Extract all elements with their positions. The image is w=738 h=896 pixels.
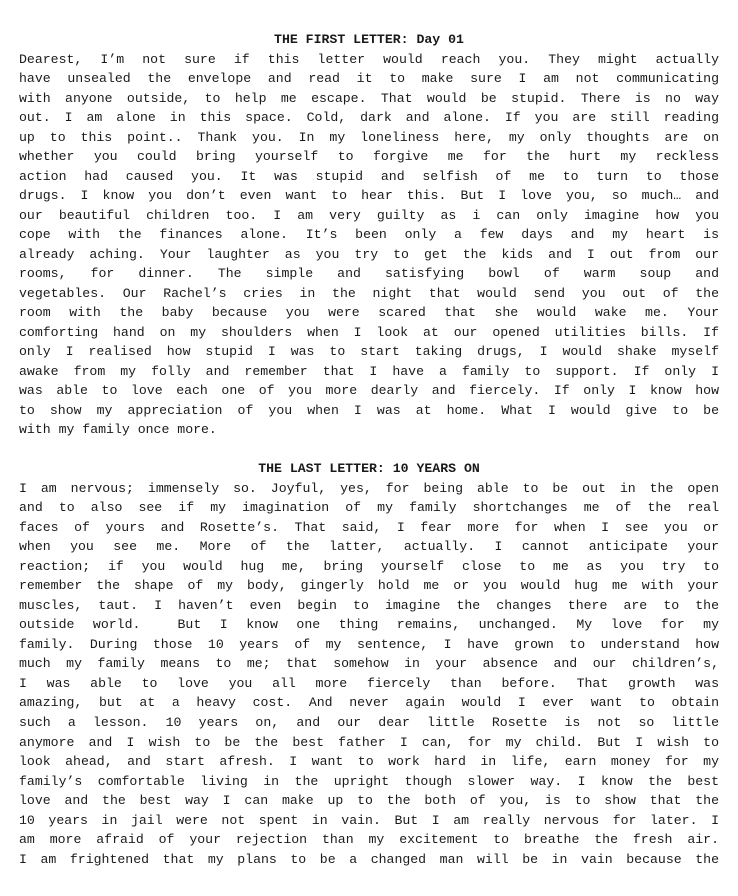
text-line: I was able to love you all more fiercely than before. That growth was xyxy=(19,675,719,691)
text-line: whether you could bring yourself to forgive me for the hurt my reckless xyxy=(19,149,719,165)
last-letter-title: THE LAST LETTER: 10 YEARS ON xyxy=(258,461,480,477)
text-line: out. I am alone in this space. Cold, dark and alone. If you are still reading xyxy=(19,110,719,126)
text-line: 10 years in jail were not spent in vain. But I am really nervous for later. I xyxy=(19,812,719,828)
text-line: was able to love each one of you more dearly and fiercely. If only I know how xyxy=(19,383,719,399)
text-line: faces of yours and Rosette’s. That said, I fear more for when I see you or xyxy=(19,519,719,535)
text-line: cope with the finances alone. It’s been only a few days and my heart is xyxy=(19,227,719,243)
first-letter-body xyxy=(19,50,719,440)
text-line: comforting hand on my shoulders when I look at our opened utilities bills. If xyxy=(19,324,719,340)
text-line: love and the best way I can make up to the both of you, is to show that the xyxy=(19,793,719,809)
first-letter-title: THE FIRST LETTER: Day 01 xyxy=(274,32,464,47)
text-line: remember the shape of my body, gingerly hold me or you would hug me with your xyxy=(19,578,719,594)
last-letter-body xyxy=(19,479,719,869)
text-line: to show my appreciation of you when I was at home. What I would give to be xyxy=(19,402,719,418)
text-line: room with the baby because you were scared that she would wake me. Your xyxy=(19,305,719,321)
text-line: our beautiful children too. I am very guilty as i can only imagine how you xyxy=(19,207,719,223)
text-line: with anyone outside, to help me escape. That would be stupid. There is no way xyxy=(19,90,719,106)
text-line: and to also see if my imagination of my family shortchanges me of the real xyxy=(19,500,719,516)
text-line: have unsealed the envelope and read it to make sure I am not communicating xyxy=(19,71,719,87)
letters-document xyxy=(19,30,719,869)
text-line: am more afraid of your rejection than my excitement to breathe the fresh air. xyxy=(19,832,719,848)
text-line: muscles, taut. I haven’t even begin to imagine the changes there are to the xyxy=(19,597,719,613)
section-spacer xyxy=(19,440,719,460)
text-line: drugs. I know you don’t even want to hear this. But I love you, so much… and xyxy=(19,188,719,204)
text-line: Dearest, I’m not sure if this letter would reach you. They might actually xyxy=(19,51,719,67)
text-line: family’s comfortable living in the upright though slower way. I know the best xyxy=(19,773,719,789)
text-line: reaction; if you would hug me, bring yourself close to me as you try to xyxy=(19,558,719,574)
text-line: I am nervous; immensely so. Joyful, yes, for being able to be out in the open xyxy=(19,480,719,496)
text-line: only I realised how stupid I was to start taking drugs, I would shake myself xyxy=(19,344,719,360)
text-line: when you see me. More of the latter, actually. I cannot anticipate your xyxy=(19,539,719,555)
text-line: look ahead, and start afresh. I want to work hard in life, earn money for my xyxy=(19,754,719,770)
text-line: rooms, for dinner. The simple and satisfying bowl of warm soup and xyxy=(19,266,719,282)
text-line: amazing, but at a heavy cost. And never again would I ever want to obtain xyxy=(19,695,719,711)
text-line: awake from my folly and remember that I have a family to support. If only I xyxy=(19,363,719,379)
text-line: anymore and I wish to be the best father I can, for my child. But I wish to xyxy=(19,734,719,750)
text-line: with my family once more. xyxy=(19,422,217,438)
text-line: action had caused you. It was stupid and selfish of me to turn to those xyxy=(19,168,719,184)
text-line: already aching. Your laughter as you try to get the kids and I out from our xyxy=(19,246,719,262)
text-line: I am frightened that my plans to be a changed man will be in vain because the xyxy=(19,851,719,867)
text-line: family. During those 10 years of my sentence, I have grown to understand how xyxy=(19,636,719,652)
text-line: outside world. But I know one thing remains, unchanged. My love for my xyxy=(19,617,719,633)
text-line: up to this point.. Thank you. In my loneliness here, my only thoughts are on xyxy=(19,129,719,145)
text-line: much my family means to me; that somehow in your absence and our children’s, xyxy=(19,656,719,672)
text-line: such a lesson. 10 years on, and our dear little Rosette is not so little xyxy=(19,715,719,730)
text-line: vegetables. Our Rachel’s cries in the night that would send you out of the xyxy=(19,285,719,301)
